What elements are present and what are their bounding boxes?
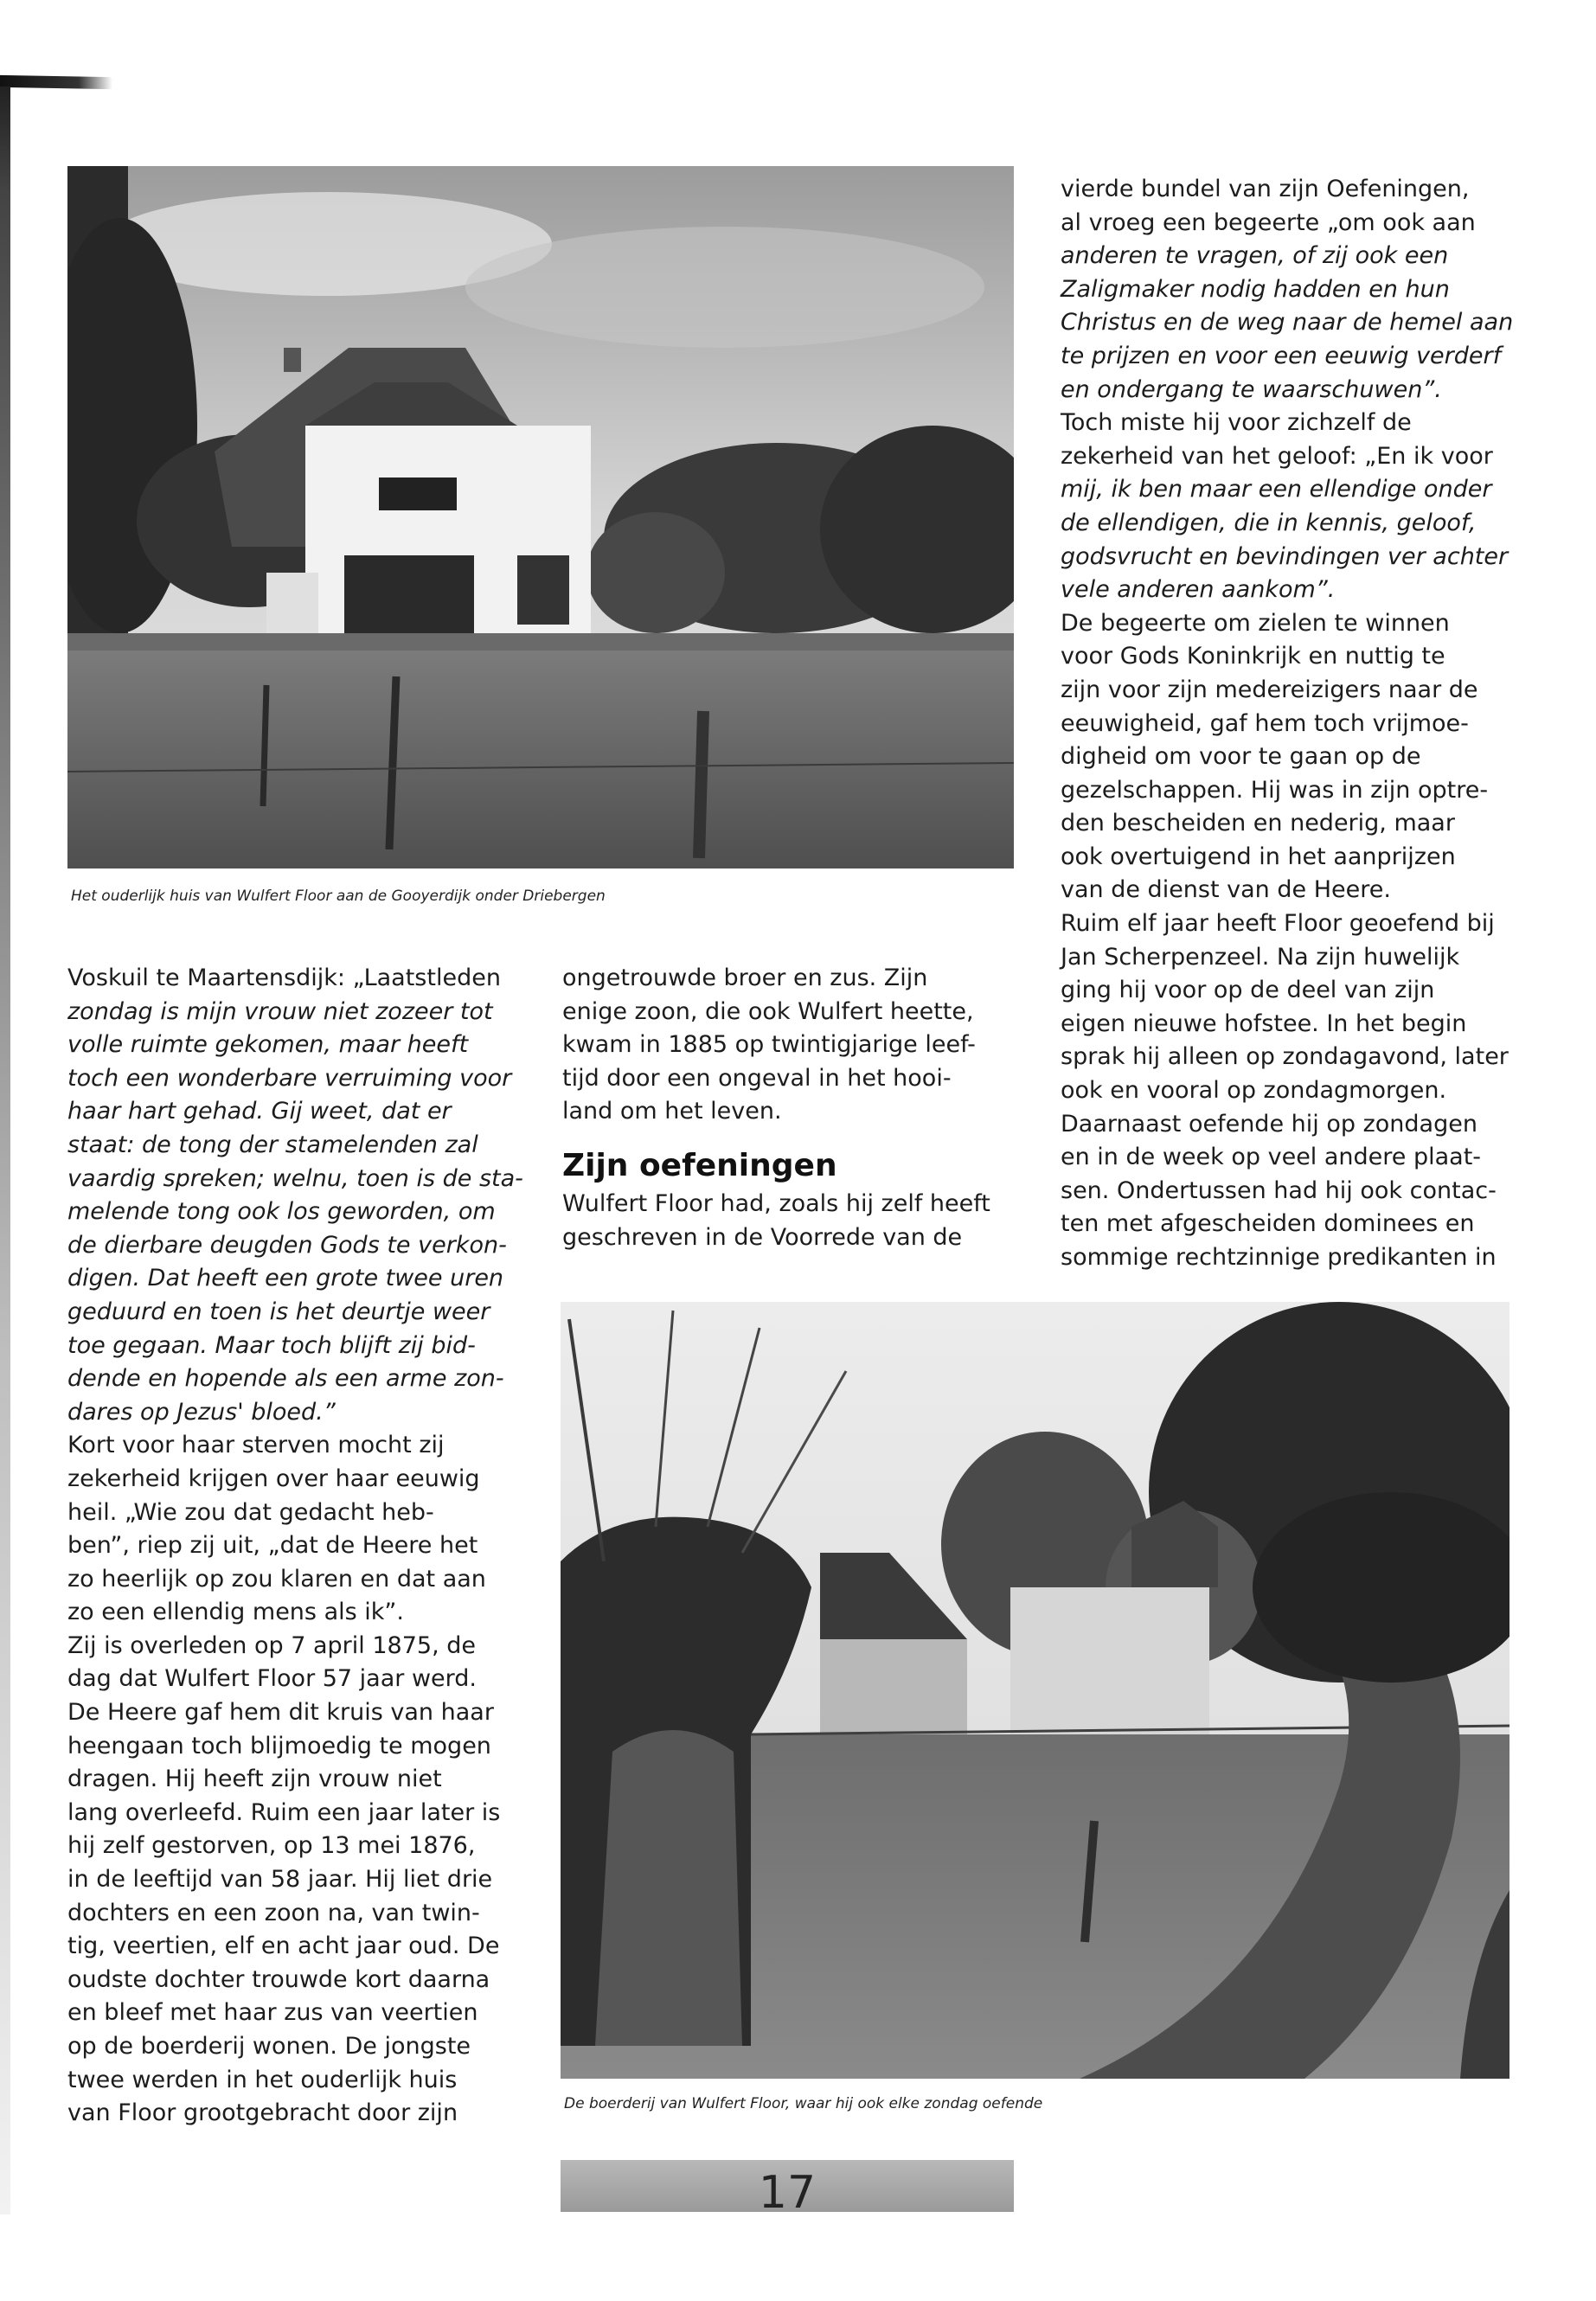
right-column-line: Zaligmaker nodig hadden en hun (1061, 275, 1450, 303)
right-column-line: den bescheiden en nederig, maar (1061, 810, 1455, 837)
right-column-line: ook en vooral op zondagmorgen. (1061, 1077, 1447, 1105)
right-column-line: digheid om voor te gaan op de (1061, 743, 1421, 771)
right-column-line: eeuwigheid, gaf hem toch vrijmoe- (1061, 709, 1469, 737)
middle-column-line: ongetrouwde broer en zus. Zijn (562, 965, 928, 991)
left-column-line: in de leeftijd van 58 jaar. Hij liet drie (67, 1866, 493, 1894)
right-column-line: zijn voor zijn medereizigers naar de (1061, 676, 1478, 703)
left-column-line: De Heere gaf hem dit kruis van haar (67, 1699, 494, 1727)
left-column-line: zo heerlijk op zou klaren en dat aan (67, 1565, 486, 1593)
right-column-line: Ruim elf jaar heeft Floor geoefend bij (1061, 910, 1495, 938)
right-column-line: ten met afgescheiden dominees en (1061, 1210, 1475, 1238)
right-column-line: De begeerte om zielen te winnen (1061, 609, 1450, 637)
middle-column-paragraph-after (562, 1188, 1021, 1254)
photo-farm (561, 1302, 1509, 2079)
right-column-line: eigen nieuwe hofstee. In het begin (1061, 1009, 1467, 1037)
left-column-line: dende en hopende als een arme zon- (67, 1365, 504, 1393)
photo-house (67, 166, 1014, 868)
right-column-line: gezelschappen. Hij was in zijn optre- (1061, 776, 1489, 804)
left-column-line: staat: de tong der stamelenden zal (67, 1131, 478, 1158)
right-column-line: sen. Ondertussen had hij ook contac- (1061, 1176, 1497, 1204)
right-column-line: zekerheid van het geloof: „En ik voor (1061, 442, 1493, 470)
right-column-line: ook overtuigend in het aanprijzen (1061, 843, 1456, 870)
left-column-line: dares op Jezus' bloed.” (67, 1398, 336, 1426)
left-column-line: melende tong ook los geworden, om (67, 1198, 496, 1226)
photo-farm-caption: De boerderij van Wulfert Floor, waar hij ook elke zondag oefende (564, 2095, 1043, 2112)
right-column-line: de ellendigen, die in kennis, geloof, (1061, 509, 1477, 536)
middle-column-line: geschreven in de Voorrede van de (562, 1223, 963, 1251)
photo-farm-image (561, 1302, 1509, 2079)
right-column-line: sommige rechtzinnige predikanten in (1061, 1244, 1497, 1271)
page-number-bar (561, 2160, 1014, 2219)
scan-edge-top (0, 75, 112, 89)
photo-house-image (67, 166, 1014, 868)
left-column-line: haar hart gehad. Gij weet, dat er (67, 1098, 452, 1125)
scan-edge-left (0, 87, 10, 2214)
right-column-line: anderen te vragen, of zij ook een (1061, 242, 1449, 270)
right-column-line: sprak hij alleen op zondagavond, later (1061, 1043, 1509, 1071)
middle-column-line: enige zoon, die ook Wulfert heette, (562, 997, 974, 1025)
left-column-line: dag dat Wulfert Floor 57 jaar werd. (67, 1665, 478, 1693)
middle-column-line: land om het leven. (562, 1098, 782, 1125)
left-column-line: Kort voor haar sterven mocht zij (67, 1432, 445, 1459)
right-column-line: Christus en de weg naar de hemel aan (1061, 309, 1514, 336)
right-column-line: ging hij voor op de deel van zijn (1061, 977, 1435, 1004)
right-column-line: al vroeg een begeerte „om ook aan (1061, 208, 1476, 236)
right-column-line: godsvrucht en bevindingen ver achter (1061, 542, 1509, 570)
left-column-line: heengaan toch blijmoedig te mogen (67, 1732, 491, 1759)
right-column-line: van de dienst van de Heere. (1061, 876, 1391, 904)
left-column-line: dragen. Hij heeft zijn vrouw niet (67, 1766, 442, 1793)
left-column-line: lang overleefd. Ruim een jaar later is (67, 1798, 501, 1826)
left-column-line: twee werden in het ouderlijk huis (67, 2066, 458, 2093)
right-column-line: vierde bundel van zijn Oefeningen, (1061, 176, 1470, 202)
photo-house-caption: Het ouderlijk huis van Wulfert Floor aan de Gooyerdijk onder Driebergen (71, 888, 606, 905)
left-column-line: Voskuil te Maartensdijk: „Laatstleden (67, 965, 501, 991)
right-column-line: vele anderen aankom”. (1061, 576, 1336, 604)
left-column-line: zekerheid krijgen over haar eeuwig (67, 1465, 480, 1492)
left-column-line: vaardig spreken; welnu, toen is de sta- (67, 1164, 523, 1192)
middle-column-line: tijd door een ongeval in het hooi- (562, 1064, 952, 1092)
page-number: 17 (758, 2167, 817, 2219)
right-column-line: Toch miste hij voor zichzelf de (1061, 409, 1412, 437)
text-column-middle (562, 962, 1021, 1254)
left-column-line: de dierbare deugden Gods te verkon- (67, 1231, 507, 1259)
left-column-line: tig, veertien, elf en acht jaar oud. De (67, 1932, 500, 1960)
left-column-line: zo een ellendig mens als ik”. (67, 1599, 404, 1626)
left-column-line: toch een wonderbare verruiming voor (67, 1064, 512, 1092)
section-heading: Zijn oefeningen (562, 1147, 837, 1183)
left-column-line: op de boerderij wonen. De jongste (67, 2033, 471, 2060)
right-column-line: mij, ik ben maar een ellendige onder (1061, 476, 1492, 503)
left-column-line: geduurd en toen is het deurtje weer (67, 1298, 490, 1325)
right-column-line: Daarnaast oefende hij op zondagen (1061, 1110, 1477, 1138)
text-column-right (1061, 173, 1532, 1275)
left-column-line: digen. Dat heeft een grote twee uren (67, 1265, 504, 1292)
middle-column-line: kwam in 1885 op twintigjarige leef- (562, 1031, 976, 1059)
left-column-line: volle ruimte gekomen, maar heeft (67, 1031, 469, 1059)
right-column-line: voor Gods Koninkrijk en nuttig te (1061, 643, 1445, 670)
right-column-line: Jan Scherpenzeel. Na zijn huwelijk (1061, 943, 1460, 971)
left-column-line: toe gegaan. Maar toch blijft zij bid- (67, 1331, 476, 1359)
left-column-line: Zij is overleden op 7 april 1875, de (67, 1631, 476, 1659)
left-column-line: zondag is mijn vrouw niet zozeer tot (67, 997, 493, 1025)
left-column-line: heil. „Wie zou dat gedacht heb- (67, 1498, 434, 1526)
middle-column-line: Wulfert Floor had, zoals hij zelf heeft (562, 1189, 990, 1217)
right-column-line: en in de week op veel andere plaat- (1061, 1144, 1482, 1171)
left-column-line: hij zelf gestorven, op 13 mei 1876, (67, 1832, 476, 1860)
right-column-line: te prijzen en voor een eeuwig verderf (1061, 342, 1502, 369)
middle-column-paragraph (562, 962, 1021, 1129)
text-column-left (67, 962, 535, 2131)
left-column-line: oudste dochter trouwde kort daarna (67, 1965, 490, 1993)
right-column-line: en ondergang te waarschuwen”. (1061, 375, 1442, 403)
left-column-line: van Floor grootgebracht door zijn (67, 2099, 458, 2127)
left-column-line: ben”, riep zij uit, „dat de Heere het (67, 1532, 478, 1560)
left-column-line: en bleef met haar zus van veertien (67, 1999, 478, 2027)
left-column-line: dochters en een zoon na, van twin- (67, 1899, 480, 1926)
